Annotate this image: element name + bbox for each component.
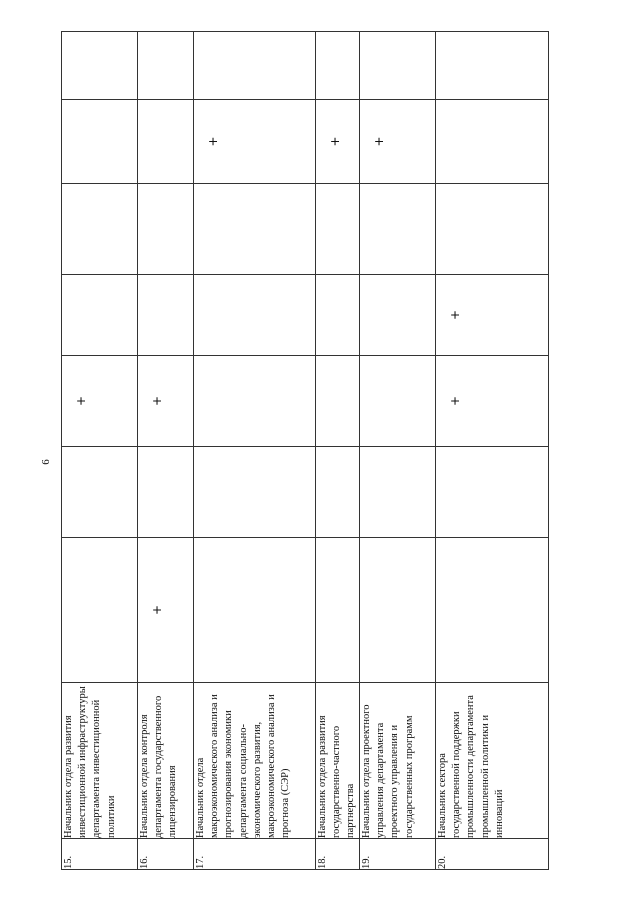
mark-cell (360, 538, 436, 683)
plus-mark (138, 447, 150, 537)
mark-cell (138, 32, 194, 100)
plus-mark (62, 538, 74, 682)
table-row (436, 32, 549, 870)
position-title: Начальник отдела макроэкономического анализа и прогнозирования экономики департамента социально-экономического развития, макроэкономического анализа и прогноза (СЭР) (194, 683, 316, 839)
mark-cell (194, 184, 316, 275)
mark-cell (138, 538, 194, 683)
plus-mark (316, 184, 328, 274)
page-number: 6 (40, 459, 52, 465)
mark-cell (62, 538, 138, 683)
mark-cell (316, 184, 360, 275)
mark-cell (360, 447, 436, 538)
plus-mark (316, 538, 328, 682)
table-row (360, 32, 436, 870)
plus-mark (316, 447, 328, 537)
plus-mark (316, 275, 328, 355)
plus-mark (316, 32, 328, 99)
mark-cell (62, 447, 138, 538)
plus-mark (62, 32, 74, 99)
plus-mark: + (150, 604, 164, 616)
row-number: 15. (62, 839, 138, 870)
mark-cell (360, 100, 436, 184)
mark-cell (194, 100, 316, 184)
mark-cell (138, 447, 194, 538)
mark-cell (436, 538, 549, 683)
mark-cell (436, 447, 549, 538)
mark-cell (360, 356, 436, 447)
plus-mark (62, 275, 74, 355)
plus-mark (194, 356, 206, 446)
mark-cell (62, 275, 138, 356)
plus-mark (360, 356, 372, 446)
table-row (316, 32, 360, 870)
mark-cell (436, 32, 549, 100)
plus-mark (436, 184, 448, 274)
plus-mark: + (206, 136, 220, 147)
plus-mark (360, 184, 372, 274)
mark-cell (316, 538, 360, 683)
plus-mark (436, 447, 448, 537)
mark-cell (194, 32, 316, 100)
plus-mark (138, 184, 150, 274)
plus-mark (360, 275, 372, 355)
mark-cell (316, 32, 360, 100)
plus-mark (62, 447, 74, 537)
mark-cell (62, 356, 138, 447)
plus-mark (436, 538, 448, 682)
mark-cell (194, 356, 316, 447)
mark-cell (360, 32, 436, 100)
position-title: Начальник отдела контроля департамента государственного лицензирования (138, 683, 194, 839)
mark-cell (62, 32, 138, 100)
position-title: Начальник сектора государственной поддержки промышленности департамента промышленной политики и инноваций (436, 683, 549, 839)
plus-mark: + (328, 136, 342, 147)
table-row (194, 32, 316, 870)
mark-cell (62, 100, 138, 184)
position-title: Начальник отдела развития государственно-частного партнерства (316, 683, 360, 839)
rotated-table-wrapper (61, 32, 548, 870)
plus-mark (62, 100, 74, 183)
mark-cell (436, 100, 549, 184)
mark-cell (138, 100, 194, 184)
table-body (62, 32, 549, 870)
mark-cell (316, 356, 360, 447)
plus-mark (316, 356, 328, 446)
row-number: 19. (360, 839, 436, 870)
mark-cell (138, 184, 194, 275)
mark-cell (316, 100, 360, 184)
position-title: Начальник отдела развития инвестиционной инфраструктуры департамента инвестиционной политики (62, 683, 138, 839)
plus-mark: + (74, 395, 88, 407)
mark-cell (316, 275, 360, 356)
position-title: Начальник отдела проектного управления департамента проектного управления и государственных программ (360, 683, 436, 839)
plus-mark (436, 32, 448, 99)
plus-mark (194, 275, 206, 355)
mark-cell (436, 275, 549, 356)
mark-cell (436, 356, 549, 447)
plus-mark: + (150, 395, 164, 407)
mark-cell (316, 447, 360, 538)
plus-mark (436, 100, 448, 183)
mark-cell (138, 275, 194, 356)
mark-cell (138, 356, 194, 447)
plus-mark: + (448, 309, 462, 321)
mark-cell (194, 275, 316, 356)
row-number: 16. (138, 839, 194, 870)
row-number: 20. (436, 839, 549, 870)
plus-mark (138, 32, 150, 99)
mark-cell (360, 275, 436, 356)
mark-cell (194, 538, 316, 683)
mark-cell (194, 447, 316, 538)
plus-mark (138, 275, 150, 355)
plus-mark (194, 538, 206, 682)
plus-mark (360, 447, 372, 537)
plus-mark: + (448, 395, 462, 407)
plus-mark (360, 32, 372, 99)
row-number: 17. (194, 839, 316, 870)
table-row (62, 32, 138, 870)
plus-mark (194, 184, 206, 274)
plus-mark (194, 447, 206, 537)
plus-mark (194, 32, 206, 99)
plus-mark (138, 100, 150, 183)
plus-mark (360, 538, 372, 682)
positions-table (61, 31, 549, 870)
mark-cell (360, 184, 436, 275)
row-number: 18. (316, 839, 360, 870)
table-row (138, 32, 194, 870)
plus-mark (62, 184, 74, 274)
mark-cell (62, 184, 138, 275)
mark-cell (436, 184, 549, 275)
plus-mark: + (372, 136, 386, 147)
